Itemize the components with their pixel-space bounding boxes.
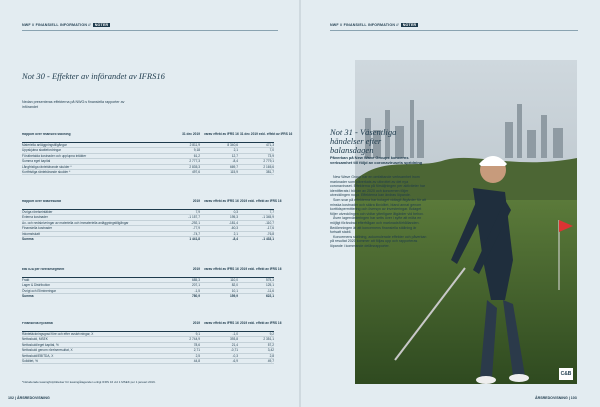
note30-title: Not 30 - Effekter av införandet av IFRS16: [22, 71, 165, 81]
note31-body: [330, 175, 428, 249]
table-header-col2: varav effekt av IFRS 16: [204, 132, 239, 136]
right-footer: ÅRSREDOVISNING | 103: [535, 396, 577, 400]
table-row: Lager & Distribution 207,1 82,0 125,1: [22, 283, 274, 288]
table-header-col3: 2019 exkl. effekt av IFRS 16: [240, 321, 282, 325]
table-header: [22, 321, 282, 332]
table-total-row: Summa 780,9 159,9 622,1: [22, 294, 274, 299]
left-header-tag: NOTER: [94, 23, 109, 27]
right-header-text: NWF // FINANSIELL INFORMATION //: [330, 23, 399, 27]
table-row: Materiella anläggningstillgångar 2 811,9 8 340,6 471,3: [22, 143, 274, 147]
brand-logo: C&B: [559, 368, 573, 380]
table-row: Av- och nedskrivningar av materiella och immateriella anläggningstillgångar -292,1 -181,4 -110,7: [22, 220, 274, 225]
table-row: Övriga rörelseintäkter 7,9 0,3 7,7: [22, 210, 274, 214]
table-row: Kortfristiga räntebärande skulder * 497,6 115,9 381,7: [22, 169, 274, 174]
note31-paragraph: Som svar på effekterna har bolaget vidtagit åtgärder för att minska kostnader och säkra likviditet, bland annat genom korttidspermittering och översyn av investeringar. Bolaget följer utvecklingen och vidtar ytterligare åtgärder vid behov.: [330, 197, 427, 216]
table-footnote: *Inkluderade leasingförpliktelser för leasingåtaganden enligt IFRS 16 vid 1 MSEK per 1 januari 2019.: [22, 380, 156, 384]
note31-paragraph: New Wave Group har en omfattande verksamhet inom marknader som påverkats av utbrottet av det nya coronaviruset. Effekterna på försäljningen per aktiviteter har identifierats i början av 2020 och koncernen följer utvecklingen noga. Effekterna kan ändras löpande.: [330, 175, 426, 198]
table-header-col1: 2019: [192, 199, 200, 203]
table-row: Långfristiga räntebärande skulder * 2 835,3 669,7 2 165,6: [22, 164, 274, 169]
table-row: Nettoskuld genom rörelseresultat, X 2,71 -0,71 3,42: [22, 348, 274, 353]
table-row: Uppskjutna skattefordringar 9,18 2,1 7,0: [22, 148, 274, 153]
right-header-rule: [330, 30, 578, 31]
table-header-col1: 31 dec 2019: [182, 132, 200, 136]
table-header-col2: varav effekt av IFRS 16: [204, 199, 239, 203]
table-row: Finansiella kostnader -77,9 -60,3 -17,6: [22, 226, 274, 231]
note31-paragraph: Även lagervärderingen har setts över i syfte att möta en möjligt förändrad efterfrågan och marknadsförhållanden. Bedömningen är att koncernens finansiella ställning är fortsatt stabil.: [330, 216, 422, 235]
table-row: Frakt 685,3 110,0 575,3: [22, 278, 274, 282]
left-running-header: [22, 23, 110, 27]
table-header: [22, 267, 282, 278]
right-running-header: [330, 23, 418, 27]
left-header-text: NWF // FINANSIELL INFORMATION //: [22, 23, 91, 27]
note30-intro: Nedan presenteras effekterna på NWG:s finansiella rapporter av införandet: [22, 100, 125, 109]
table-header-label: Finansiella nyckeltal: [22, 322, 54, 325]
note31-lead: Påverkan på New Wave Groups koncerns verksamhet till följd av coronavirusets spridning: [330, 155, 423, 165]
table-key-ratios: [22, 321, 282, 364]
table-row: Inkomstskatt -74,7 2,1 -76,8: [22, 231, 274, 236]
table-header: [22, 199, 282, 210]
left-footer: 102 | ÅRSREDOVISNING: [8, 396, 50, 400]
table-row: Räntetäckningsgrad före och efter avskrivningar, X 9,1 -1,0 9,2: [22, 332, 274, 336]
table-header: [22, 132, 293, 143]
table-header-col3: 2019 exkl. effekt av IFRS 16: [240, 267, 282, 271]
table-row: Summa eget kapital 2 777,3 -8,4 2 779,1: [22, 159, 274, 164]
table-header-col1: 2019: [192, 267, 200, 271]
table-row: Soliditet, % 44,8 -6,9 49,7: [22, 358, 274, 363]
table-row: Nettoskuld/eget kapital, % 78,6 21,4 57,2: [22, 342, 274, 347]
table-header-label: Rapport över totalresultat: [22, 200, 61, 203]
table-total-result: [22, 199, 282, 241]
table-header-label: Rapport över finansiell ställning: [22, 133, 71, 136]
table-row: Övrigt och Elimineringar -1,5 10,1 -11,6: [22, 288, 274, 293]
right-header-tag: NOTER: [402, 23, 417, 27]
table-header-col2: varav effekt av IFRS 16: [204, 321, 239, 325]
left-header-rule: [22, 30, 278, 31]
table-financial-position: [22, 132, 293, 175]
table-header-col3: 2019 exkl. effekt av IFRS 16: [240, 199, 282, 203]
note31-paragraph: Koncernens ställning, ackumulerade effekter och påverkan på resultat 2020 kommer att följas upp och rapporteras löpande i kommande delårsrapporter.: [330, 234, 427, 248]
table-header-col1: 2019: [192, 321, 200, 325]
table-ebitda-segment: [22, 267, 282, 299]
table-header-label: EBITDA per rörelsesegment: [22, 268, 65, 271]
table-row: Externa kostnader -1 157,7 195,3 -1 345,9: [22, 215, 274, 220]
table-row: Nettoskuld/EBITDA, X 2,5 -0,3 2,8: [22, 353, 274, 358]
table-total-row: Summa 1 441,8 -8,4 -1 433,1: [22, 236, 274, 241]
table-row: Förutbetalda kostnader och upplupna intäkter 61,2 12,7 73,9: [22, 153, 274, 158]
note31-title: Not 31 - Väsentliga händelser efter balansdagen: [330, 127, 397, 155]
table-header-col2: varav effekt av IFRS 16: [204, 267, 239, 271]
table-row: Nettoskuld, MSEK 2 744,9 393,8 2 351,1: [22, 337, 274, 342]
table-header-col3: 31 dec 2019 exkl. effekt av IFRS 16: [240, 132, 293, 136]
